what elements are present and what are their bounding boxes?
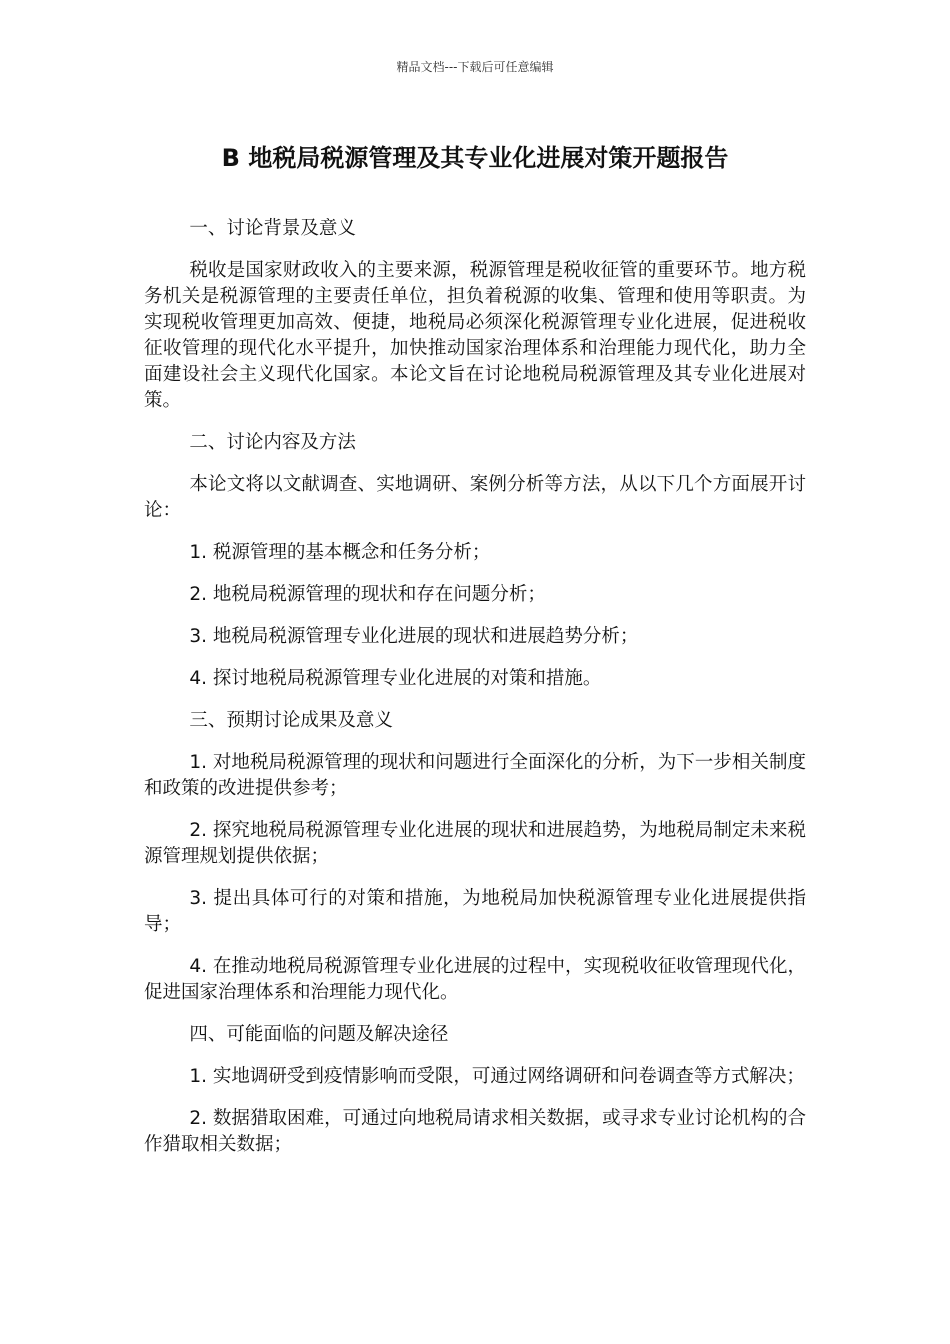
list-item-content-1: 1. 税源管理的基本概念和任务分析；: [189, 542, 491, 563]
list-item-result-1: 1. 对地税局税源管理的现状和问题进行全面深化的分析，为下一步相关制度和政策的改进提供参考；: [144, 752, 806, 799]
document-body: [144, 216, 806, 1174]
paragraph-methods-intro: 本论文将以文献调查、实地调研、案例分析等方法，从以下几个方面展开讨论：: [144, 474, 806, 521]
list-item-result-3: 3. 提出具体可行的对策和措施，为地税局加快税源管理专业化进展提供指导；: [144, 888, 806, 935]
list-item-content-4: 4. 探讨地税局税源管理专业化进展的对策和措施。: [189, 668, 602, 689]
list-item-result-2: 2. 探究地税局税源管理专业化进展的现状和进展趋势，为地税局制定未来税源管理规划提供依据；: [144, 820, 806, 867]
section-heading-content-methods: 二、讨论内容及方法: [189, 432, 356, 453]
list-item-content-2: 2. 地税局税源管理的现状和存在问题分析；: [189, 584, 546, 605]
section-heading-background: 一、讨论背景及意义: [189, 218, 356, 239]
section-heading-problems: 四、可能面临的问题及解决途径: [189, 1024, 449, 1045]
paragraph-background: 税收是国家财政收入的主要来源，税源管理是税收征管的重要环节。地方税务机关是税源管理的主要责任单位，担负着税源的收集、管理和使用等职责。为实现税收管理更加高效、便捷，地税局必须深化税源管理专业化进展，促进税收征收管理的现代化水平提升，加快推动国家治理体系和治理能力现代化，助力全面建设社会主义现代化国家。本论文旨在讨论地税局税源管理及其专业化进展对策。: [144, 260, 806, 411]
page-header: 精品文档---下载后可任意编辑: [396, 60, 554, 74]
list-item-problem-1: 1. 实地调研受到疫情影响而受限，可通过网络调研和问卷调查等方式解决；: [189, 1066, 805, 1087]
list-item-problem-2: 2. 数据猎取困难，可通过向地税局请求相关数据，或寻求专业讨论机构的合作猎取相关数据；: [144, 1108, 806, 1155]
document-title: B 地税局税源管理及其专业化进展对策开题报告: [221, 144, 729, 172]
list-item-result-4: 4. 在推动地税局税源管理专业化进展的过程中，实现税收征收管理现代化，促进国家治理体系和治理能力现代化。: [144, 956, 806, 1003]
list-item-content-3: 3. 地税局税源管理专业化进展的现状和进展趋势分析；: [189, 626, 639, 647]
section-heading-expected-results: 三、预期讨论成果及意义: [189, 710, 393, 731]
